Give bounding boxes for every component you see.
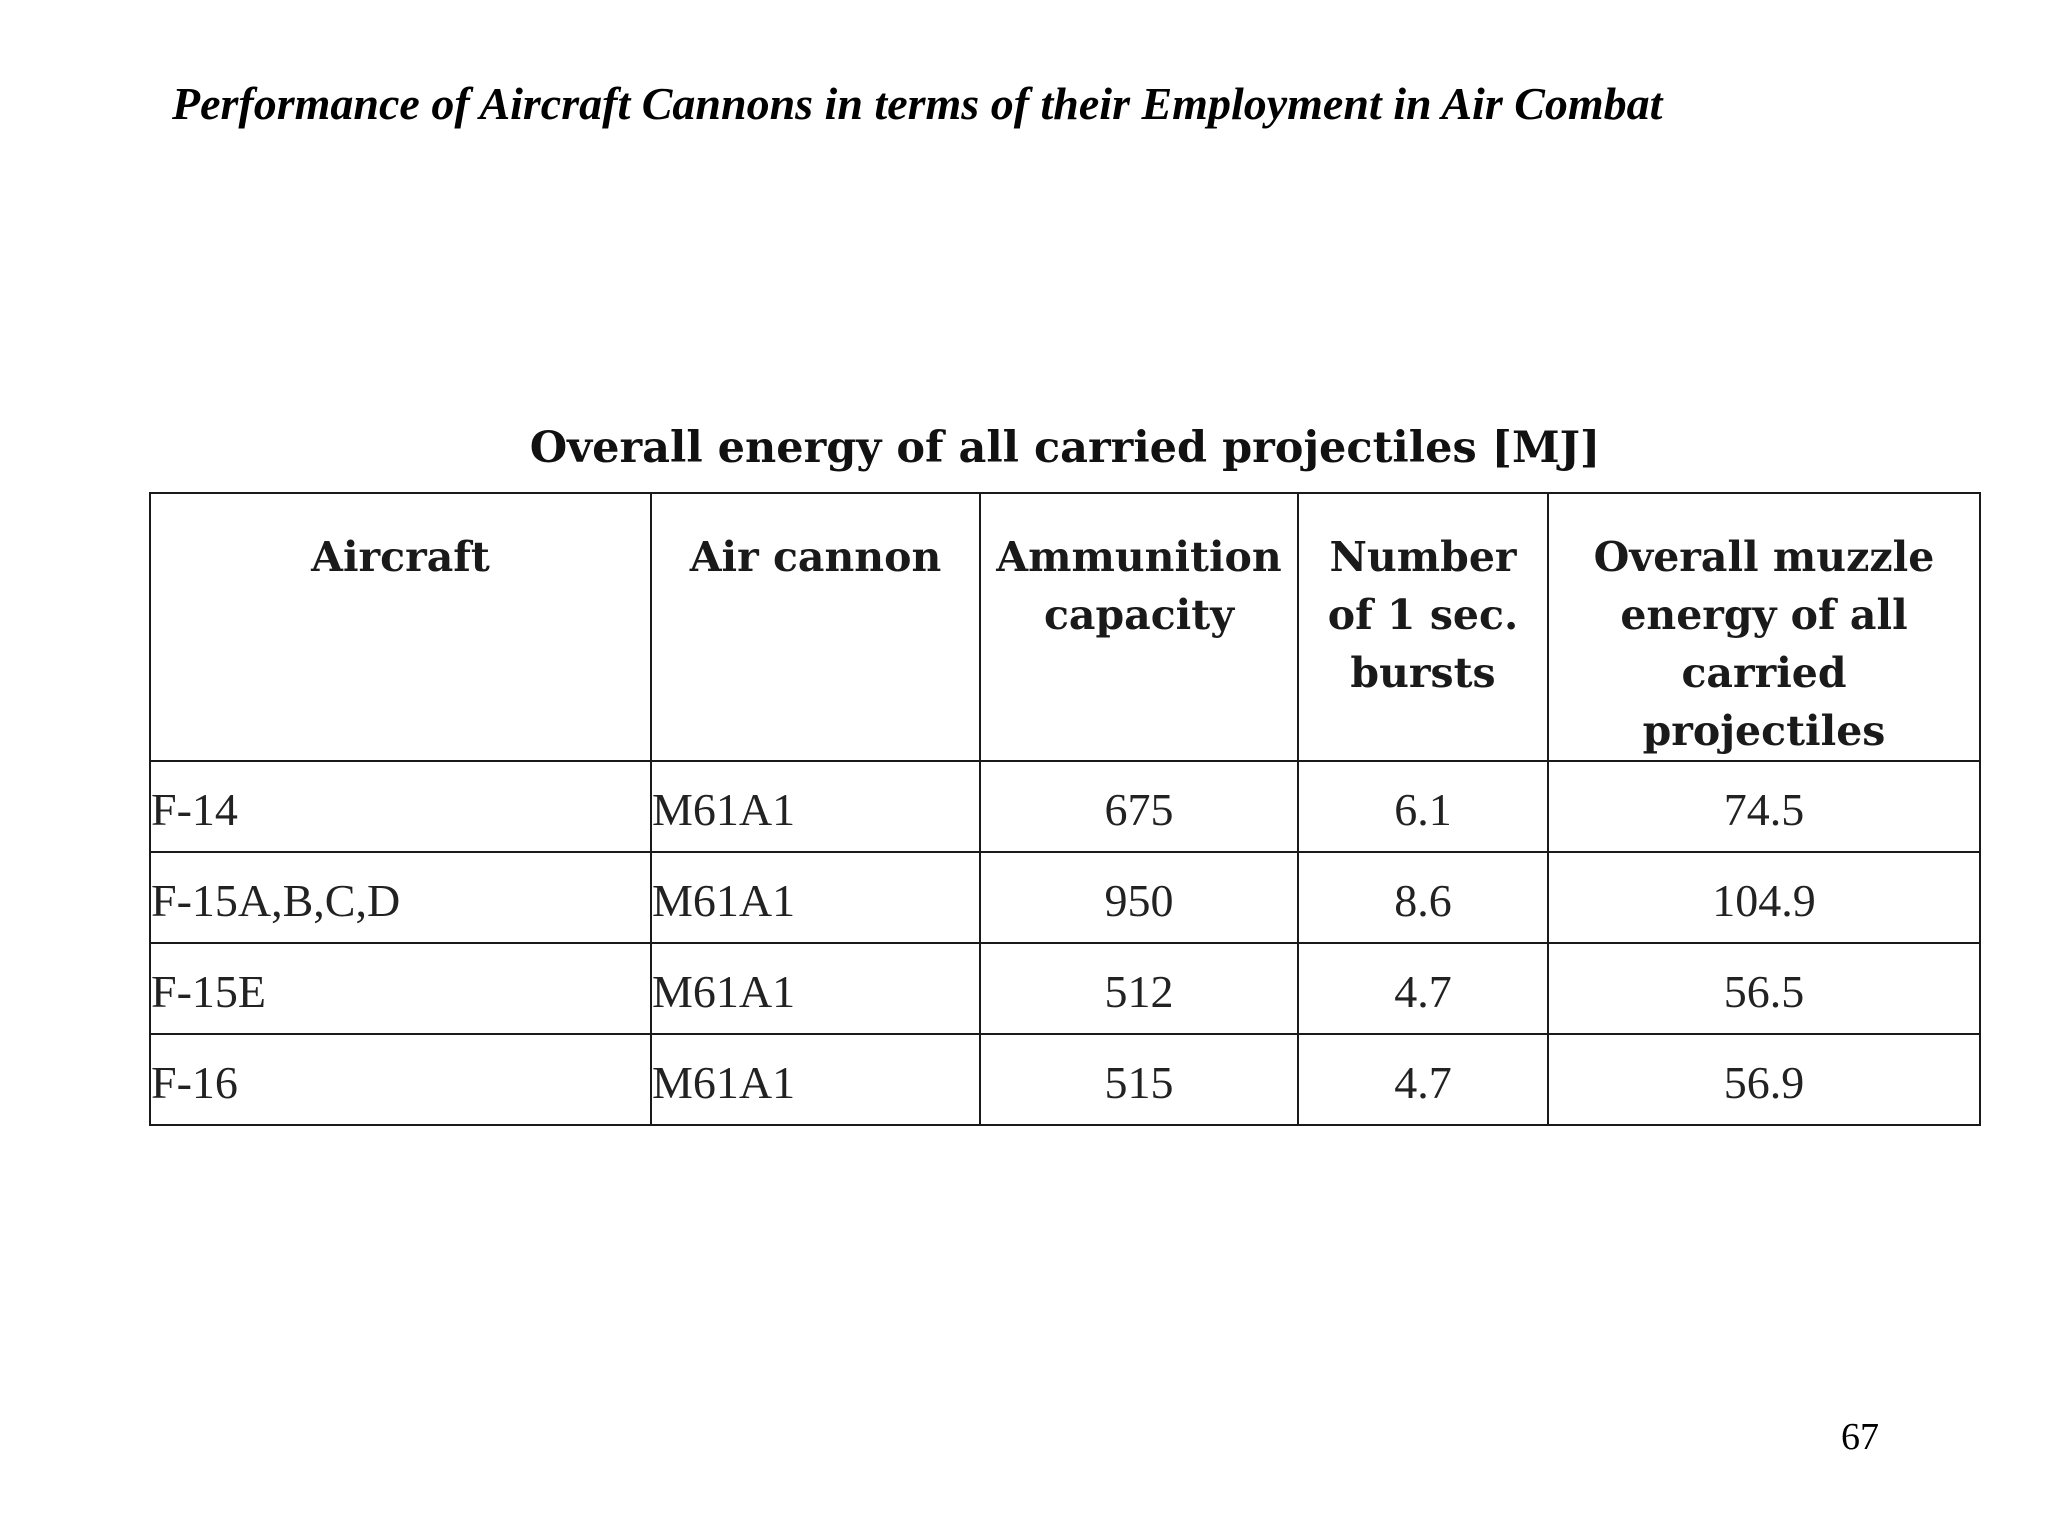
cell-ammunition-capacity: 950 — [980, 852, 1298, 943]
table-header-row — [150, 493, 1980, 761]
header-air-cannon: Air cannon — [651, 493, 980, 761]
cell-aircraft: F-14 — [150, 761, 651, 852]
slide-title: Performance of Aircraft Cannons in terms of their Employment in Air Combat — [172, 78, 1663, 129]
cell-overall-muzzle-energy: 56.5 — [1548, 943, 1980, 1034]
table-caption: Overall energy of all carried projectiles [MJ] — [529, 423, 1601, 473]
cell-aircraft: F-16 — [150, 1034, 651, 1125]
cell-overall-muzzle-energy: 104.9 — [1548, 852, 1980, 943]
table-row — [150, 852, 1980, 943]
cell-number-of-bursts: 4.7 — [1298, 1034, 1548, 1125]
cell-overall-muzzle-energy: 74.5 — [1548, 761, 1980, 852]
table-row — [150, 761, 1980, 852]
table-row — [150, 1034, 1980, 1125]
header-aircraft: Aircraft — [150, 493, 651, 761]
cell-ammunition-capacity: 512 — [980, 943, 1298, 1034]
cell-aircraft: F-15A,B,C,D — [150, 852, 651, 943]
cell-air-cannon: M61A1 — [651, 1034, 980, 1125]
header-overall-muzzle-energy: Overall muzzle energy of all carried projectiles — [1548, 493, 1980, 761]
page-number: 67 — [1841, 1416, 1879, 1458]
cell-number-of-bursts: 8.6 — [1298, 852, 1548, 943]
cell-aircraft: F-15E — [150, 943, 651, 1034]
cell-air-cannon: M61A1 — [651, 852, 980, 943]
cell-number-of-bursts: 4.7 — [1298, 943, 1548, 1034]
header-number-of-bursts: Number of 1 sec. bursts — [1298, 493, 1548, 761]
energy-table — [149, 492, 1981, 1126]
table-row — [150, 943, 1980, 1034]
cell-ammunition-capacity: 515 — [980, 1034, 1298, 1125]
cell-number-of-bursts: 6.1 — [1298, 761, 1548, 852]
cell-air-cannon: M61A1 — [651, 943, 980, 1034]
header-ammunition-capacity: Ammunition capacity — [980, 493, 1298, 761]
cell-overall-muzzle-energy: 56.9 — [1548, 1034, 1980, 1125]
cell-air-cannon: M61A1 — [651, 761, 980, 852]
cell-ammunition-capacity: 675 — [980, 761, 1298, 852]
